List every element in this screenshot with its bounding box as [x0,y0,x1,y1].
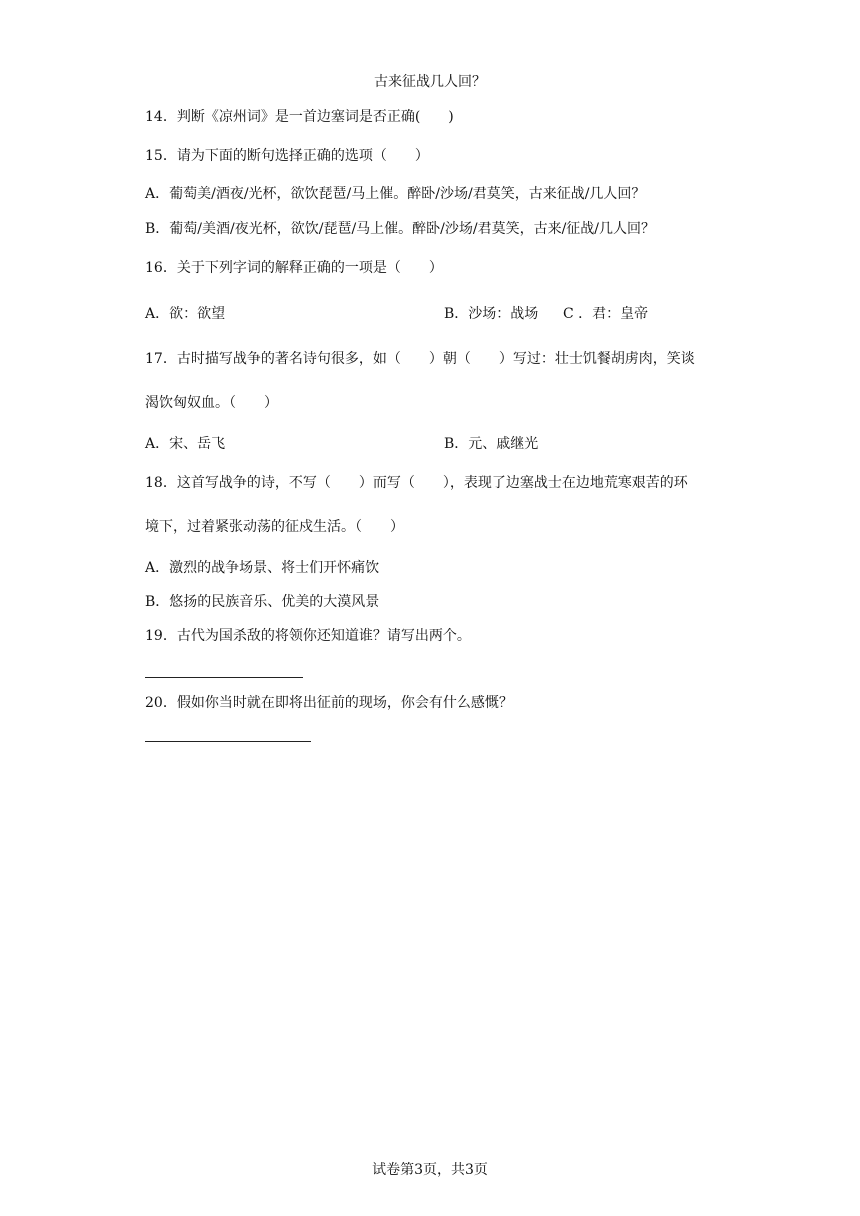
question-18-line-2: 境下，过着紧张动荡的征戍生活。（ ） [145,519,404,535]
answer-line-20[interactable] [145,741,311,742]
question-15-option-a: A．葡萄美/酒夜/光杯，欲饮琵琶/马上催。醉卧/沙场/君莫笑，古来征战/几人回？ [145,186,646,202]
page-footer: 试卷第3页，共3页 [372,1162,488,1178]
question-17-option-b: B．元、戚继光 [444,436,539,452]
question-19: 19．古代为国杀敌的将领你还知道谁？请写出两个。 [145,628,471,644]
question-16-option-c: C ．君：皇帝 [563,306,649,322]
question-17-line-1: 17．古时描写战争的著名诗句很多，如（ ）朝（ ）写过：壮士饥餐胡虏肉，笑谈 [145,351,695,367]
question-18-option-b: B．悠扬的民族音乐、优美的大漠风景 [145,594,380,610]
question-16-option-a: A．欲：欲望 [145,306,226,322]
question-15: 15．请为下面的断句选择正确的选项（ ） [145,148,429,164]
question-17-line-2: 渴饮匈奴血。（ ） [145,395,278,411]
question-14: 14．判断《凉州词》是一首边塞词是否正确( ) [145,109,454,125]
question-16-option-b: B．沙场：战场 [444,306,539,322]
question-18-option-a: A．激烈的战争场景、将士们开怀痛饮 [145,560,380,576]
answer-line-19[interactable] [145,677,303,678]
question-16: 16．关于下列字词的解释正确的一项是（ ） [145,260,443,276]
question-15-option-b: B．葡萄/美酒/夜光杯，欲饮/琵琶/马上催。醉卧/沙场/君莫笑，古来/征战/几人回？ [145,221,656,237]
question-17-option-a: A．宋、岳飞 [145,436,226,452]
question-20: 20．假如你当时就在即将出征前的现场，你会有什么感慨？ [145,695,513,711]
poem-line: 古来征战几人回？ [374,74,486,90]
question-18-line-1: 18．这首写战争的诗，不写（ ）而写（ ），表现了边塞战士在边地荒寒艰苦的环 [145,475,688,491]
